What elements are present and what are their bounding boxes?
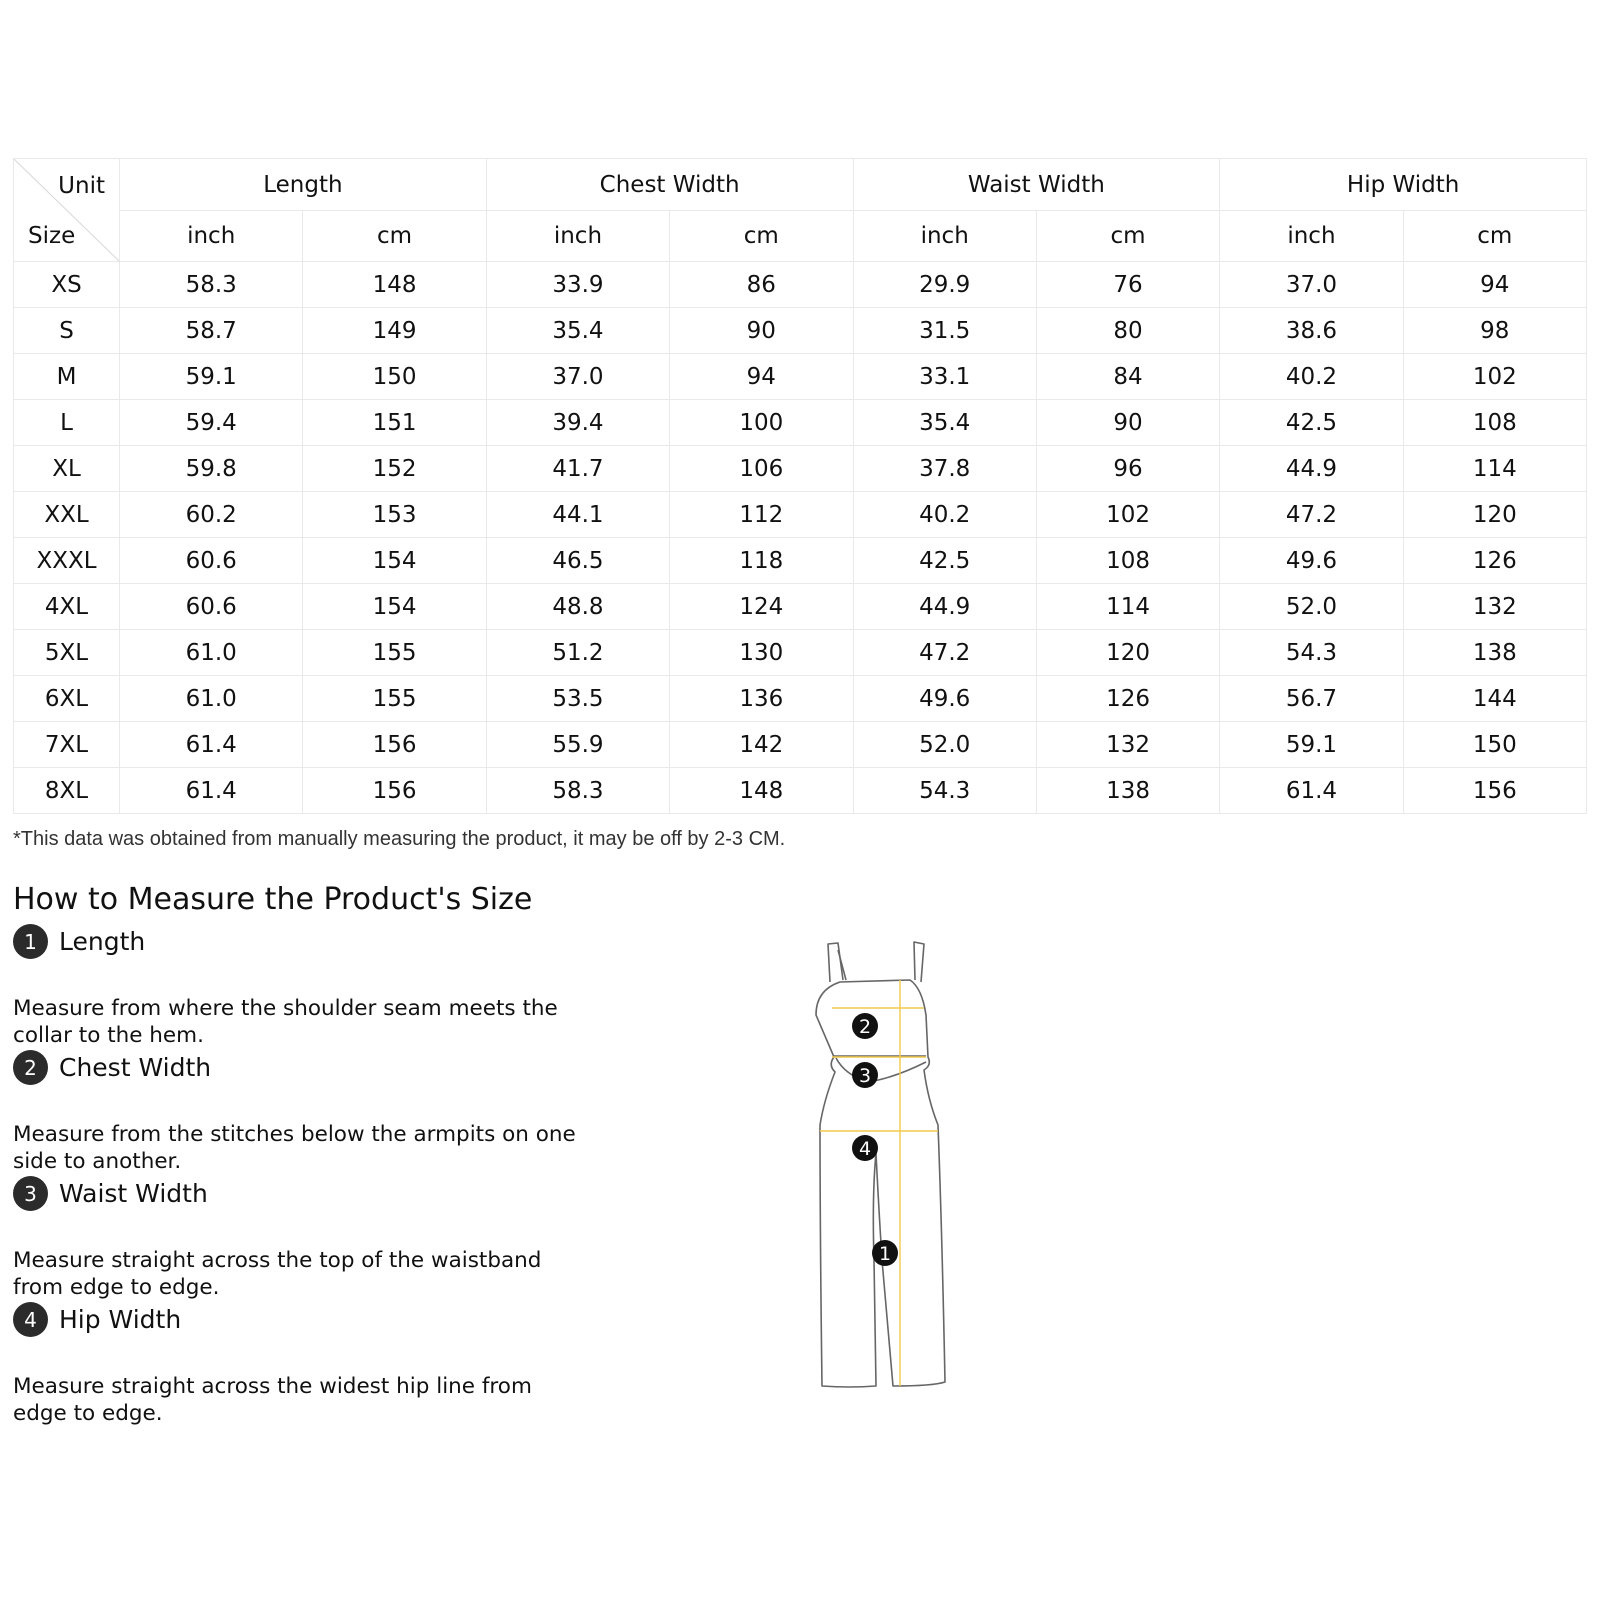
measurement-cell: 52.0 [1220,584,1403,630]
measurement-cell: 150 [303,354,486,400]
step-chest-heading [13,1050,211,1085]
hip-cm-header: cm [1403,211,1586,262]
measurement-cell: 118 [670,538,853,584]
measurement-cell: 33.9 [486,262,669,308]
measurement-cell: 126 [1036,676,1219,722]
measurement-header-row [14,159,1587,211]
measurement-cell: 90 [1036,400,1219,446]
step-length-description: Measure from where the shoulder seam meets the collar to the hem. [13,996,558,1048]
measurement-cell: 124 [670,584,853,630]
jumpsuit-measure-diagram [790,930,970,1400]
measurement-cell: 55.9 [486,722,669,768]
measurement-cell: 156 [303,768,486,814]
measurement-cell: 138 [1403,630,1586,676]
step-chest-description: Measure from the stitches below the armpits on one side to another. [13,1122,576,1174]
measure-markers [852,1013,898,1266]
size-cell: XXL [14,492,120,538]
table-row [14,400,1587,446]
measurement-cell: 37.0 [486,354,669,400]
step-waist-heading [13,1176,208,1211]
measurement-cell: 114 [1403,446,1586,492]
step-waist-description: Measure straight across the top of the waistband from edge to edge. [13,1248,542,1300]
length-header: Length [120,159,487,211]
table-row [14,630,1587,676]
step-title: Chest Width [59,1053,212,1082]
measurement-disclaimer: *This data was obtained from manually measuring the product, it may be off by 2-3 CM. [13,828,786,850]
table-row [14,492,1587,538]
chest-cm-header: cm [670,211,853,262]
table-row [14,308,1587,354]
measurement-cell: 132 [1403,584,1586,630]
measurement-cell: 52.0 [853,722,1036,768]
measurement-cell: 29.9 [853,262,1036,308]
measurement-cell: 112 [670,492,853,538]
measurement-cell: 37.0 [1220,262,1403,308]
measurement-cell: 94 [1403,262,1586,308]
measurement-cell: 114 [1036,584,1219,630]
measurement-cell: 33.1 [853,354,1036,400]
marker-1-label: 1 [878,1243,892,1265]
measurement-cell: 96 [1036,446,1219,492]
measurement-cell: 149 [303,308,486,354]
size-cell: L [14,400,120,446]
measurement-cell: 61.4 [120,768,303,814]
measurement-cell: 35.4 [853,400,1036,446]
measurement-cell: 59.1 [1220,722,1403,768]
size-cell: XS [14,262,120,308]
size-cell: S [14,308,120,354]
unit-label: Unit [58,173,105,199]
measurement-cell: 39.4 [486,400,669,446]
measurement-cell: 126 [1403,538,1586,584]
measurement-cell: 142 [670,722,853,768]
measurement-cell: 37.8 [853,446,1036,492]
measurement-cell: 56.7 [1220,676,1403,722]
measurement-cell: 144 [1403,676,1586,722]
step-title: Length [59,927,146,956]
measurement-cell: 155 [303,630,486,676]
measurement-cell: 148 [670,768,853,814]
measure-guide-title: How to Measure the Product's Size [13,882,533,917]
measurement-cell: 58.7 [120,308,303,354]
marker-3-label: 3 [858,1065,872,1087]
measurement-cell: 60.2 [120,492,303,538]
measurement-cell: 136 [670,676,853,722]
measurement-cell: 59.8 [120,446,303,492]
marker-2-label: 2 [858,1016,872,1038]
measurement-cell: 84 [1036,354,1219,400]
measurement-cell: 152 [303,446,486,492]
measurement-cell: 44.9 [853,584,1036,630]
right-strap-outline [914,942,924,982]
measurement-cell: 86 [670,262,853,308]
measurement-cell: 44.1 [486,492,669,538]
step-number-badge: 2 [13,1050,48,1085]
measurement-cell: 155 [303,676,486,722]
hip-width-header: Hip Width [1220,159,1587,211]
measurement-cell: 48.8 [486,584,669,630]
measurement-cell: 138 [1036,768,1219,814]
measurement-cell: 54.3 [1220,630,1403,676]
measurement-cell: 38.6 [1220,308,1403,354]
step-number-badge: 1 [13,924,48,959]
size-cell: M [14,354,120,400]
chest-inch-header: inch [486,211,669,262]
size-cell: 4XL [14,584,120,630]
jumpsuit-body-outline [816,980,945,1387]
measurement-cell: 47.2 [1220,492,1403,538]
size-cell: 8XL [14,768,120,814]
step-number-badge: 3 [13,1176,48,1211]
measurement-cell: 154 [303,584,486,630]
measurement-cell: 53.5 [486,676,669,722]
measurement-cell: 150 [1403,722,1586,768]
waist-inch-header: inch [853,211,1036,262]
measurement-cell: 156 [1403,768,1586,814]
measurement-cell: 61.4 [120,722,303,768]
jumpsuit-outline [816,942,945,1387]
length-cm-header: cm [303,211,486,262]
size-cell: XXXL [14,538,120,584]
measurement-cell: 47.2 [853,630,1036,676]
measurement-cell: 60.6 [120,538,303,584]
measurement-cell: 148 [303,262,486,308]
measurement-cell: 40.2 [853,492,1036,538]
measurement-cell: 102 [1403,354,1586,400]
waist-seam [836,1058,926,1082]
measurement-cell: 42.5 [1220,400,1403,446]
measurement-cell: 94 [670,354,853,400]
table-row [14,446,1587,492]
measurement-cell: 58.3 [486,768,669,814]
measurement-cell: 61.4 [1220,768,1403,814]
step-length-heading [13,924,145,959]
measurement-cell: 76 [1036,262,1219,308]
measurement-cell: 151 [303,400,486,446]
measurement-cell: 90 [670,308,853,354]
measurement-cell: 156 [303,722,486,768]
measurement-cell: 130 [670,630,853,676]
measurement-cell: 35.4 [486,308,669,354]
measurement-cell: 59.4 [120,400,303,446]
table-row [14,722,1587,768]
measurement-cell: 61.0 [120,630,303,676]
measurement-cell: 44.9 [1220,446,1403,492]
marker-4-label: 4 [858,1138,872,1160]
table-row [14,538,1587,584]
measurement-cell: 49.6 [1220,538,1403,584]
waist-width-header: Waist Width [853,159,1220,211]
measurement-cell: 80 [1036,308,1219,354]
table-row [14,584,1587,630]
step-title: Hip Width [59,1305,182,1334]
size-cell: 5XL [14,630,120,676]
measurement-cell: 100 [670,400,853,446]
size-cell: 7XL [14,722,120,768]
measurement-cell: 108 [1036,538,1219,584]
step-number-badge: 4 [13,1302,48,1337]
measurement-cell: 58.3 [120,262,303,308]
measurement-cell: 153 [303,492,486,538]
measurement-cell: 61.0 [120,676,303,722]
step-hip-heading [13,1302,181,1337]
measurement-cell: 106 [670,446,853,492]
table-row [14,768,1587,814]
measurement-cell: 154 [303,538,486,584]
hip-inch-header: inch [1220,211,1403,262]
measurement-cell: 59.1 [120,354,303,400]
table-row [14,262,1587,308]
measurement-cell: 41.7 [486,446,669,492]
step-title: Waist Width [59,1179,208,1208]
table-row [14,676,1587,722]
unit-header-row [14,211,1587,262]
measurement-cell: 54.3 [853,768,1036,814]
waist-cm-header: cm [1036,211,1219,262]
measurement-cell: 98 [1403,308,1586,354]
measurement-cell: 31.5 [853,308,1036,354]
measurement-cell: 120 [1036,630,1219,676]
measurement-cell: 42.5 [853,538,1036,584]
measurement-cell: 108 [1403,400,1586,446]
measurement-cell: 46.5 [486,538,669,584]
unit-size-corner-cell [14,159,120,262]
size-table-body [14,262,1587,814]
step-hip-description: Measure straight across the widest hip line from edge to edge. [13,1374,532,1426]
measurement-cell: 120 [1403,492,1586,538]
size-chart-table [13,158,1587,814]
chest-width-header: Chest Width [486,159,853,211]
measurement-cell: 51.2 [486,630,669,676]
measurement-cell: 132 [1036,722,1219,768]
length-inch-header: inch [120,211,303,262]
size-cell: 6XL [14,676,120,722]
measurement-cell: 49.6 [853,676,1036,722]
table-row [14,354,1587,400]
measure-guide-lines [820,980,938,1386]
size-label: Size [28,223,76,249]
measurement-cell: 102 [1036,492,1219,538]
size-cell: XL [14,446,120,492]
measurement-cell: 60.6 [120,584,303,630]
measurement-cell: 40.2 [1220,354,1403,400]
